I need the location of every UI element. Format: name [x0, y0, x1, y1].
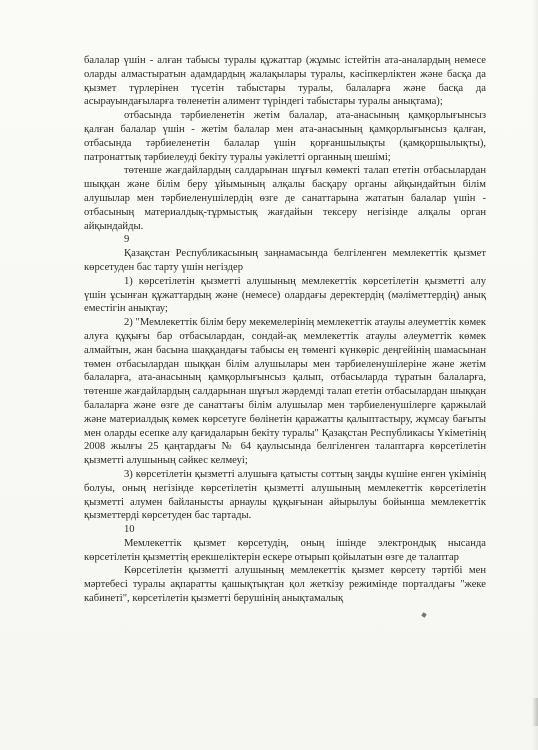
- list-item-3: 3) көрсетілетін қызметті алушыға қатысты соттың заңды күшіне енген үкімінің болуы, оның негізінде көрсетілетін қызметті алушының мемлекеттік көрсетілетін қызметті алумен байланысты арнаулы құқығынан айырылуы бойынша мемлекеттік қызметтерді көрсетуден бас тартады.: [84, 468, 486, 522]
- list-item-1: 1) көрсетілетін қызметті алушының мемлекеттік көрсетілетін қызметті алу үшін ұсынған құжаттардың және (немесе) олардағы деректердің (мәліметтердің) анық еместігін анықтау;: [84, 275, 486, 315]
- paragraph-remote-access: Көрсетілетін қызметті алушының мемлекеттік қызмет көрсету тәртібі мен мәртебесі туралы ақпаратты қашықтықтан қол жеткізу режимінде порталдағы "жеке кабинеті", көрсетілетін қызметті берушінің анықтамалық: [84, 565, 486, 605]
- paragraph-income-documents: балалар үшін - алған табысы туралы құжаттар (жұмыс істейтін ата-аналардың немесе оларды алмастыратын адамдардың жалақылары туралы, кәсіпкерліктен және басқа да қызмет түрлерінен түсетін табыстары туралы, балаларға және басқа да асырауындағыларға төленетін алимент түріндегі табыстары туралы анықтама);: [84, 55, 486, 108]
- list-item-2: 2) "Мемлекеттік білім беру мекемелерінің мемлекеттік атаулы әлеуметтік көмек алуға құқығы бар отбасылардан, сондай-ақ мемлекеттік атаулы әлеуметтік көмек алмайтын, жан басына шаққандағы табысы ең төменгі күнкөріс деңгейінің шамасынан төмен отбасылардан шыққан білім алушылары мен тәрбиеленушілеріне және жетім балаларға, ата-анасының қамқорлығынсыз қалып, отбасыларда тұратын балаларға, төтенше жағдайлардың салдарынан шұғыл жәрдемді талап ететін отбасылардан шыққан балаларға және өзге де санаттағы білім алушылар мен тәрбиеленушілерге қаржылай және материалдық көмек көрсетуге бөлінетін қаражатты қалыптастыру, жұмсау бағыты мен оларды есепке алу қағидаларын бекіту туралы" Қазақстан Республикасы Үкіметінің 2008 жылғы 25 қаңтардағы № 64 қаулысында белгіленген талаптарға көрсетілетін қызметті алушының сәйкес келмеуі;: [84, 317, 486, 467]
- section-number-9: 9: [124, 234, 130, 246]
- page-edge-mark: [532, 698, 538, 726]
- paragraph-emergency: төтенше жағдайлардың салдарынан шұғыл көмекті талап ететін отбасылардан шыққан және білім беру ұйымының алқалы басқару органы айқындайтын білім алушылар мен тәрбиеленушілердің өзге де санаттарына жататын балалар үшін - отбасының материалдық-тұрмыстық жағдайын тексеру негізінде алқалы орган айқындайды.: [84, 165, 486, 232]
- section-heading-refusal-grounds: Қазақстан Республикасының заңнамасында белгіленген мемлекеттік қызмет көрсетуден бас тарту үшін негіздер: [84, 248, 486, 273]
- page-edge-shadow: [532, 0, 538, 750]
- section-heading-other-requirements: Мемлекеттік қызмет көрсетудің, оның ішінде электрондық нысанда көрсетілетін қызметтің ерекшеліктерін ескере отырып қойылатын өзге де талаптар: [84, 537, 486, 563]
- section-number-10: 10: [124, 524, 135, 536]
- paragraph-orphans: отбасында тәрбиеленетін жетім балалар, ата-анасының қамқорлығынсыз қалған балалар үшін - жетім балалар мен ата-анасының қамқорлығынсыз қалған, отбасында тәрбиеленетін балалар үшін қорғаншылықты (қамқоршылықты), патронаттық тәрбиелеуді бекіту туралы уәкілетті органның шешімі;: [84, 110, 486, 163]
- document-body: [84, 54, 486, 606]
- scan-speck: [421, 612, 426, 617]
